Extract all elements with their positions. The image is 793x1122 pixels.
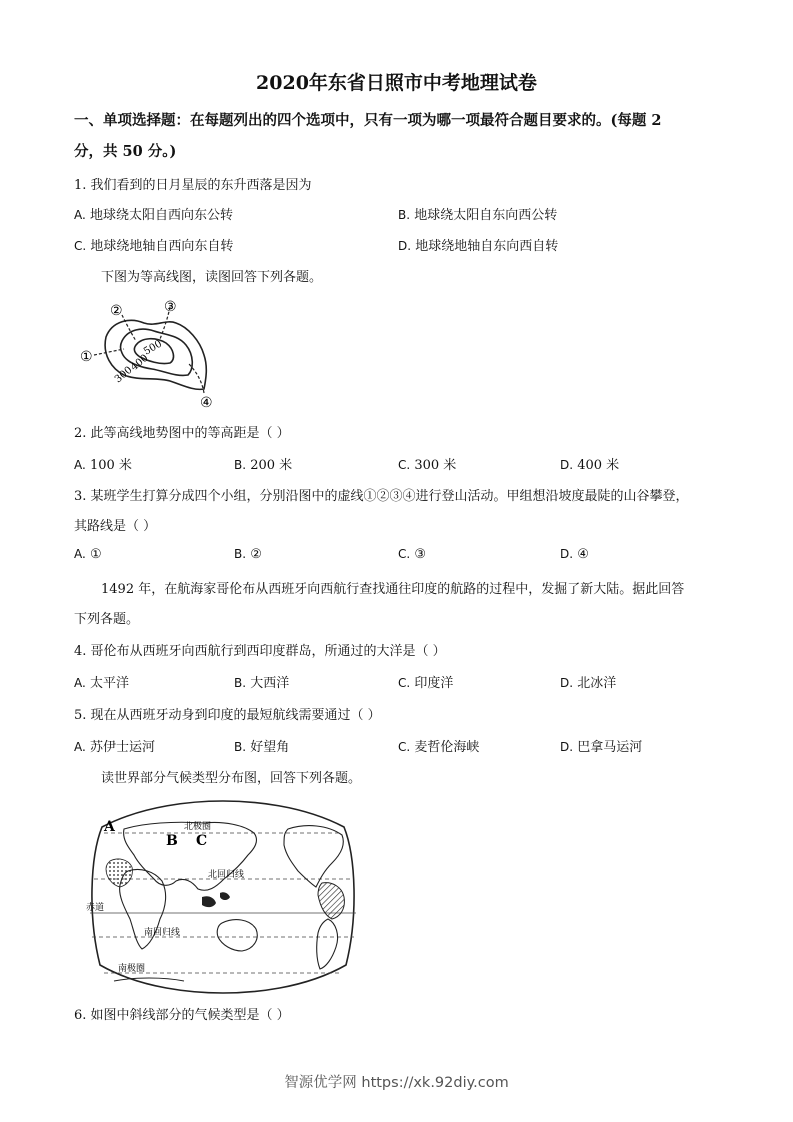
option-text: 400 米 (577, 458, 620, 473)
contour-intro: 下图为等高线图，读图回答下列各题。 (101, 270, 323, 285)
option-label: D. (560, 676, 574, 690)
q4-option-a[interactable] (74, 672, 129, 691)
q2-option-a[interactable] (74, 454, 132, 473)
q3-option-c[interactable] (398, 547, 426, 562)
q3-option-d[interactable] (560, 547, 589, 562)
option-text: 印度洋 (414, 676, 454, 691)
q4-option-d[interactable] (560, 672, 616, 691)
q1-option-b[interactable] (398, 204, 557, 223)
option-label: A. (74, 458, 86, 472)
page-title: 2020年东省日照市中考地理试卷 (256, 72, 537, 94)
q5-option-b[interactable] (234, 736, 289, 755)
option-text: 地球绕太阳自东向西公转 (414, 208, 558, 223)
option-text: 苏伊士运河 (89, 740, 155, 755)
option-label: A. (74, 740, 86, 754)
antarctica-landmass (114, 978, 184, 981)
q3-stem-line1: 3. 某班学生打算分成四个小组，分别沿图中的虚线①②③④进行登山活动。甲组想沿坡度最陡的山谷攀登， (74, 489, 689, 504)
q1-option-d[interactable] (398, 235, 558, 254)
eurasia-landmass (124, 822, 257, 890)
q4-option-b[interactable] (234, 672, 289, 691)
q3-option-a[interactable] (74, 547, 102, 562)
option-text: 太平洋 (89, 676, 129, 691)
option-text: ① (89, 547, 102, 562)
section-heading-line1: 一、单项选择题：在每题列出的四个选项中，只有一项为哪一项最符合题目要求的。(每题 2 (74, 112, 662, 129)
q5-option-d[interactable] (560, 736, 642, 755)
option-label: C. (398, 740, 411, 754)
option-label: C. (398, 458, 411, 472)
q5-stem: 5. 现在从西班牙动身到印度的最短航线需要通过（ ） (74, 708, 381, 723)
map-letter-b: B (166, 833, 178, 849)
option-label: B. (234, 458, 247, 472)
q5-option-a[interactable] (74, 736, 155, 755)
option-text: 100 米 (89, 458, 132, 473)
option-text: ② (250, 547, 262, 562)
option-label: A. (74, 547, 86, 561)
q5-option-c[interactable] (398, 736, 479, 755)
option-label: C. (398, 547, 411, 561)
arctic-circle-label: 北极圈 (184, 822, 212, 832)
island-landmass (220, 892, 230, 900)
q4-stem: 4. 哥伦布从西班牙向西航行到西印度群岛，所通过的大洋是（ ） (74, 644, 446, 659)
south-america-landmass (317, 919, 338, 969)
option-text: ③ (414, 547, 426, 562)
q1-option-c[interactable] (74, 235, 233, 254)
option-text: 200 米 (250, 458, 293, 473)
map-letter-c: C (196, 833, 208, 849)
option-label: A. (74, 676, 86, 690)
option-label: B. (234, 676, 247, 690)
columbus-intro-line2: 下列各题。 (74, 612, 140, 627)
contour-value-400: 400 (128, 352, 151, 374)
world-climate-map-figure (84, 797, 362, 997)
option-label: D. (560, 547, 574, 561)
option-text: 地球绕地轴自西向东自转 (90, 239, 234, 254)
route-label-2: ② (110, 303, 123, 319)
q2-stem: 2. 此等高线地势图中的等高距是（ ） (74, 426, 290, 441)
option-label: C. (398, 676, 411, 690)
q1-option-a[interactable] (74, 204, 233, 223)
option-label: D. (560, 458, 574, 472)
hatched-climate-region (318, 883, 344, 919)
dotted-climate-region (106, 859, 132, 887)
climate-intro: 读世界部分气候类型分布图，回答下列各题。 (101, 771, 362, 786)
option-label: B. (234, 740, 247, 754)
page-footer-watermark[interactable]: 智源优学网 https://xk.92diy.com (284, 1075, 509, 1091)
north-america-landmass (284, 826, 343, 887)
q1-stem: 1. 我们看到的日月星辰的东升西落是因为 (74, 178, 312, 193)
section-heading-line2: 分，共 50 分。) (74, 143, 177, 160)
option-text: 地球绕地轴自东向西自转 (415, 239, 559, 254)
q4-option-c[interactable] (398, 672, 453, 691)
route-label-4: ④ (200, 395, 213, 409)
q6-stem: 6. 如图中斜线部分的气候类型是（ ） (74, 1008, 290, 1023)
tropic-capricorn-label: 南回归线 (144, 928, 181, 938)
option-label: B. (398, 208, 411, 222)
option-text: 300 米 (414, 458, 457, 473)
option-label: D. (560, 740, 574, 754)
q3-option-b[interactable] (234, 547, 262, 562)
option-text: 北冰洋 (577, 676, 617, 691)
option-label: C. (74, 239, 87, 253)
option-text: 好望角 (250, 740, 290, 755)
option-text: ④ (577, 547, 589, 562)
option-label: B. (234, 547, 247, 561)
equator-label: 赤道 (86, 903, 105, 913)
contour-value-500: 500 (142, 338, 165, 358)
contour-value-300: 300 (112, 364, 135, 386)
route-1 (94, 349, 124, 355)
q2-option-d[interactable] (560, 454, 619, 473)
option-text: 地球绕太阳自西向东公转 (89, 208, 233, 223)
option-label: D. (398, 239, 412, 253)
tropic-cancer-label: 北回归线 (208, 870, 245, 880)
antarctic-circle-label: 南极圈 (118, 964, 146, 974)
option-text: 麦哲伦海峡 (414, 740, 480, 755)
route-label-1: ① (80, 349, 93, 365)
island-landmass (202, 896, 216, 907)
option-label: A. (74, 208, 86, 222)
map-letter-a: A (104, 819, 115, 835)
contour-map-figure (78, 297, 220, 409)
australia-landmass (217, 920, 257, 951)
q2-option-c[interactable] (398, 454, 456, 473)
option-text: 大西洋 (250, 676, 290, 691)
q2-option-b[interactable] (234, 454, 292, 473)
route-label-3: ③ (164, 299, 177, 315)
option-text: 巴拿马运河 (577, 740, 643, 755)
q3-stem-line2: 其路线是（ ） (74, 519, 157, 534)
columbus-intro-line1: 1492 年，在航海家哥伦布从西班牙向西航行查找通往印度的航路的过程中，发掘了新大陆。据此回答 (101, 582, 685, 597)
